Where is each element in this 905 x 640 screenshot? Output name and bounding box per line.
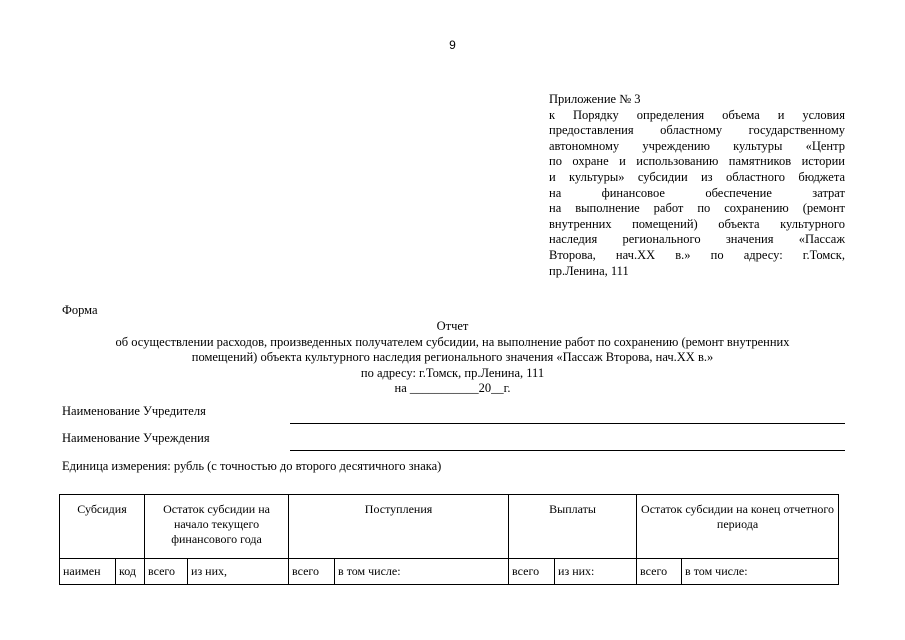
report-title-line: помещений) объекта культурного наследия регионального значения «Пассаж Второва, нач.XX в.» — [191, 350, 714, 365]
appendix-line: Второва, нач.XX в.» по адресу: г.Томск, — [549, 247, 845, 262]
appendix-line: и культуры» субсидии из областного бюджета — [549, 169, 845, 184]
appendix-line: на выполнение работ по сохранению (ремонт — [549, 201, 845, 216]
appendix-line: по охране и использованию памятников истории — [549, 154, 845, 169]
founder-label: Наименование Учредителя — [62, 404, 206, 418]
subheader-start-of-which: из них, — [188, 559, 289, 585]
header-payments: Выплаты — [509, 495, 637, 559]
appendix-block — [549, 92, 845, 279]
subheader-payments-total: всего — [509, 559, 555, 585]
appendix-line: автономному учреждению культуры «Центр — [549, 138, 845, 153]
subheader-receipts-total: всего — [289, 559, 335, 585]
founder-field-line — [290, 423, 845, 424]
header-receipts: Поступления — [289, 495, 509, 559]
table-header-row — [60, 495, 839, 559]
header-subsidy: Субсидия — [60, 495, 145, 559]
subheader-payments-of-which: из них: — [555, 559, 637, 585]
report-title-date: на ___________20__г. — [394, 381, 511, 396]
report-title — [55, 319, 850, 397]
table-subheader-row — [60, 559, 839, 585]
form-label: Форма — [62, 303, 98, 317]
appendix-line: предоставления областному государственному — [549, 123, 845, 138]
report-title-address: по адресу: г.Томск, пр.Ленина, 111 — [360, 365, 545, 380]
appendix-line: внутренних помещений) объекта культурного — [549, 216, 845, 231]
subheader-receipts-including: в том числе: — [335, 559, 509, 585]
subheader-code: код — [116, 559, 145, 585]
report-title-line: об осуществлении расходов, произведенных получателем субсидии, на выполнение работ по сохранению (ремонт внутренних — [115, 334, 790, 349]
appendix-line: на финансовое обеспечение затрат — [549, 185, 845, 200]
header-balance-start: Остаток субсидии на начало текущего финансового года — [145, 495, 289, 559]
appendix-line: наследия регионального значения «Пассаж — [549, 232, 845, 247]
subheader-name: наимен — [60, 559, 116, 585]
institution-field-line — [290, 450, 845, 451]
report-table — [59, 494, 839, 585]
subheader-end-total: всего — [637, 559, 682, 585]
institution-label: Наименование Учреждения — [62, 431, 210, 445]
report-title-heading: Отчет — [436, 319, 469, 333]
unit-of-measure: Единица измерения: рубль (с точностью до второго десятичного знака) — [62, 459, 442, 473]
appendix-title: Приложение № 3 — [549, 92, 641, 106]
subheader-start-total: всего — [145, 559, 188, 585]
subheader-end-including: в том числе: — [682, 559, 839, 585]
page-number: 9 — [449, 38, 456, 52]
appendix-line: пр.Ленина, 111 — [549, 263, 629, 278]
appendix-line: к Порядку определения объема и условия — [549, 107, 845, 122]
header-balance-end: Остаток субсидии на конец отчетного периода — [637, 495, 839, 559]
